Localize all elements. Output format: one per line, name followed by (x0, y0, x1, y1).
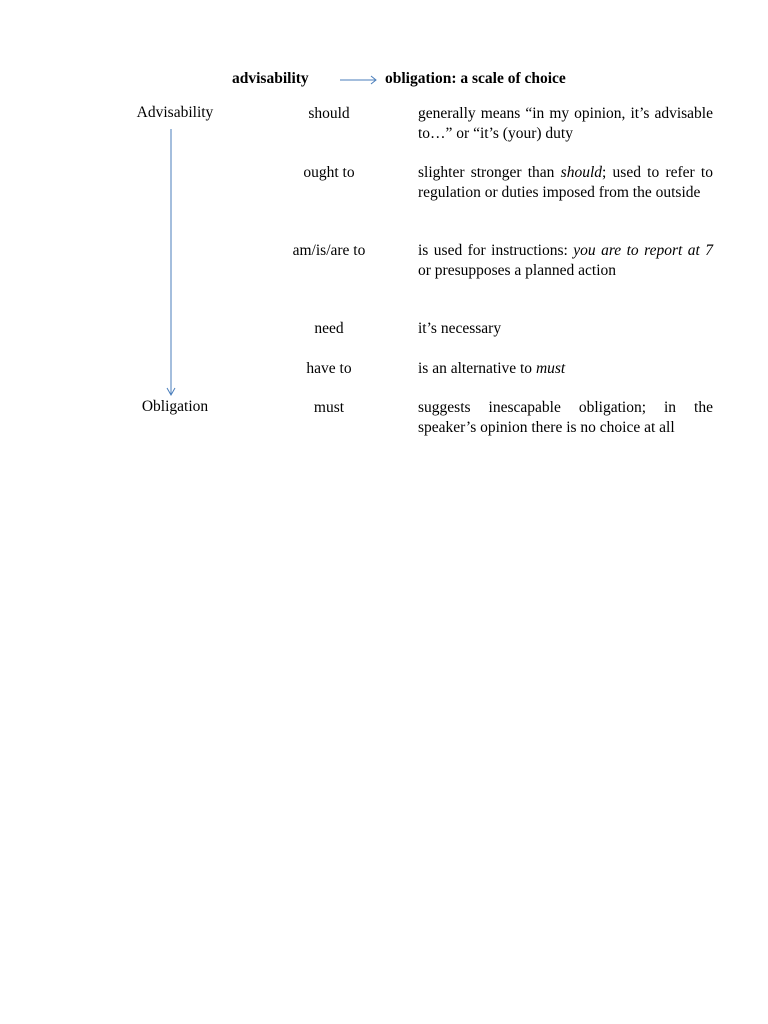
italic-example: should (560, 164, 602, 181)
title-obligation: obligation: a scale of choice (385, 70, 566, 87)
italic-example: you are to report at 7 (573, 242, 713, 259)
italic-example: must (535, 360, 566, 377)
modal-description: is an alternative to must (418, 360, 566, 377)
modal-verb: should (308, 105, 350, 122)
modal-verb: have to (306, 360, 352, 377)
title-advisability: advisability (232, 70, 309, 87)
modal-description: it’s necessary (418, 320, 502, 337)
scale-top-label: Advisability (136, 104, 214, 121)
modal-verb: need (314, 320, 344, 337)
modal-description: suggests inescapable obligation; in the speaker’s opinion there is no choice at all (418, 399, 713, 436)
modal-verb: am/is/are to (292, 242, 366, 259)
modal-verb: must (313, 399, 345, 416)
scale-bottom-label: Obligation (141, 398, 209, 415)
right-arrow-icon (339, 74, 379, 86)
modal-description: is used for instructions: you are to report at 7 or presupposes a planned action (418, 242, 713, 279)
modal-verb: ought to (303, 164, 355, 181)
modal-description: slighter stronger than should; used to refer to regulation or duties imposed from the outside (418, 164, 713, 201)
down-arrow-icon (164, 128, 178, 398)
document-title (0, 70, 768, 90)
modal-description: generally means “in my opinion, it’s advisable to…” or “it’s (your) duty (418, 105, 713, 142)
